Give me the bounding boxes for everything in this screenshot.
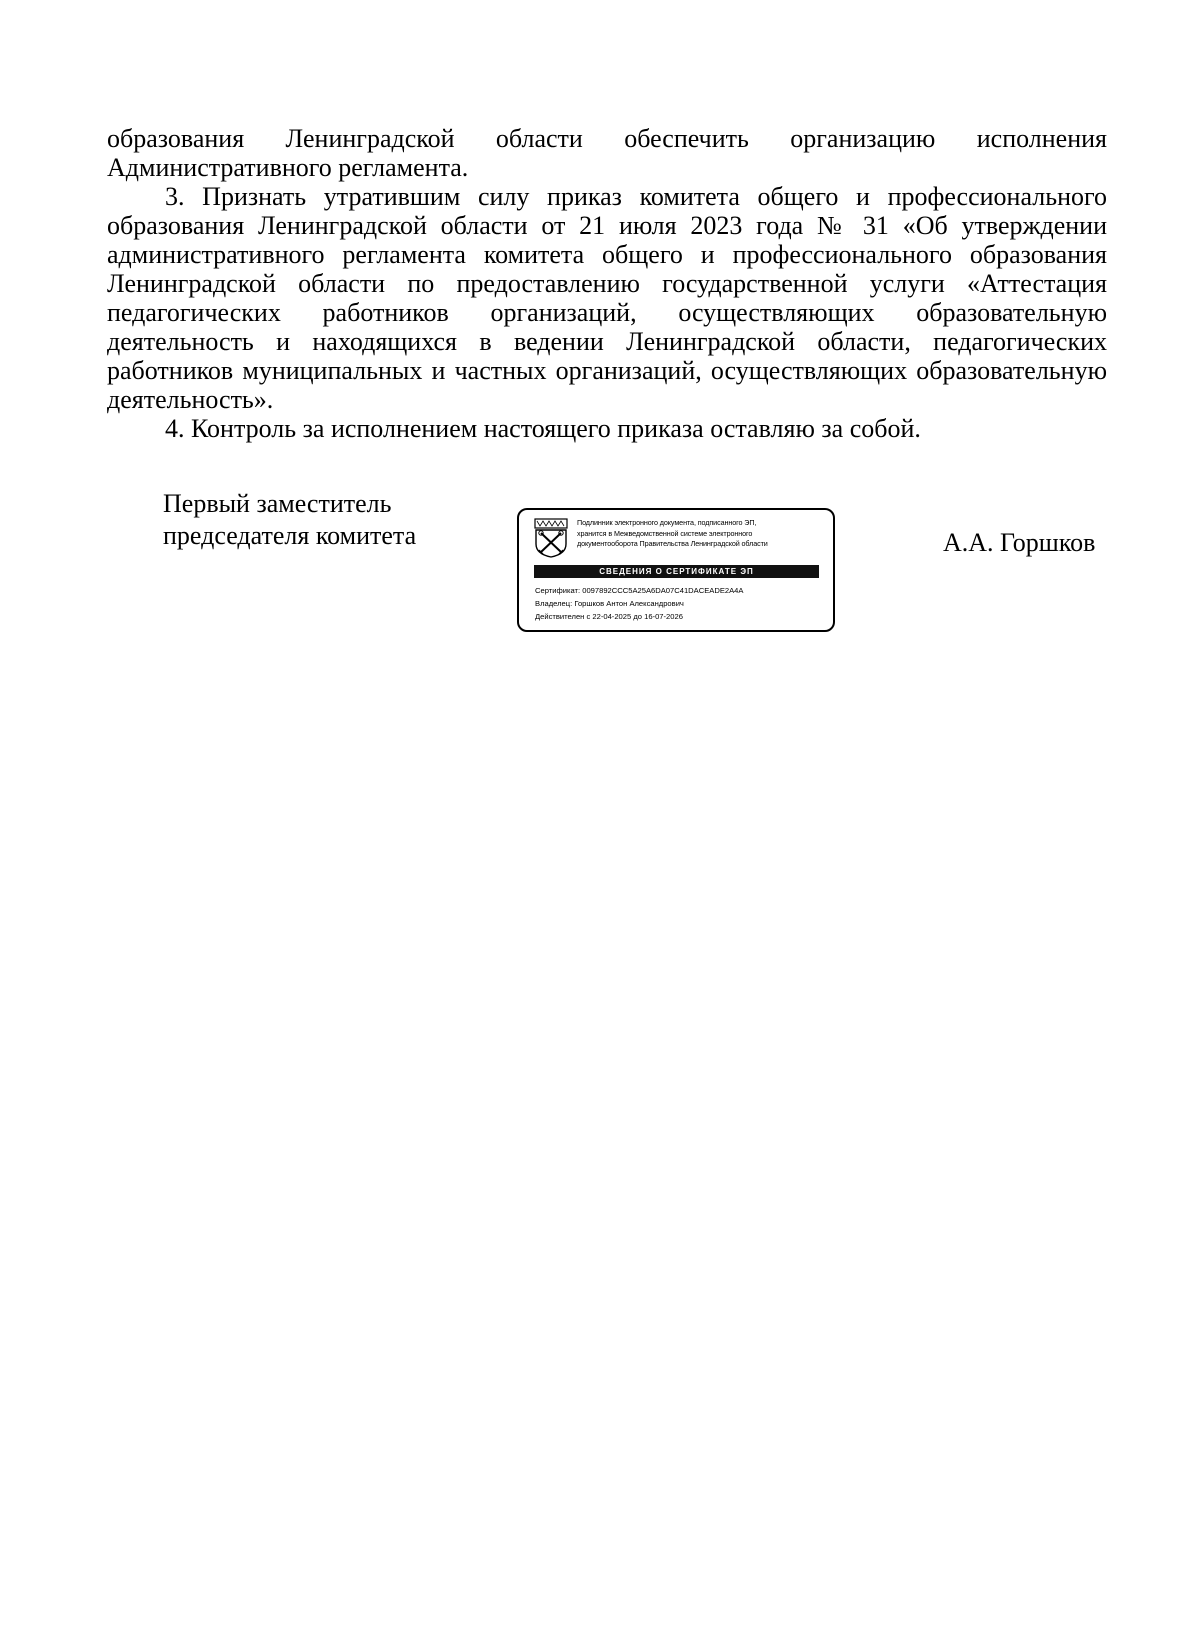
certificate-owner: Владелец: Горшков Антон Александрович — [535, 599, 684, 608]
text-line: образовательную деятельность». — [107, 356, 1107, 414]
document-body — [107, 124, 1107, 443]
signer-name: А.А. Горшков — [943, 528, 1096, 557]
electronic-signature-stamp — [517, 508, 835, 632]
paragraph-4 — [107, 414, 1107, 443]
stamp-certificate-title: СВЕДЕНИЯ О СЕРТИФИКАТЕ ЭП — [534, 565, 819, 578]
stamp-details — [535, 584, 743, 623]
certificate-number: Сертификат: 0097892CCC5A25A6DA07C41DACEADE2A4A — [535, 586, 744, 595]
stamp-header — [577, 518, 827, 550]
text-line: 4. Контроль за исполнением настоящего приказа оставляю за собой. — [165, 414, 921, 443]
text-line: Ленинградской области по предоставлению государственной услуги «Аттестация — [107, 269, 1107, 298]
text-line: Административного регламента. — [107, 153, 469, 182]
paragraph-3 — [107, 182, 1107, 414]
stamp-header-line: хранится в Межведомственной системе электронного — [577, 528, 753, 538]
coat-of-arms-icon — [534, 518, 568, 558]
stamp-header-line: Подлинник электронного документа, подписанного ЭП, — [577, 518, 757, 527]
certificate-validity: Действителен с 22-04-2025 до 16-07-2026 — [535, 612, 683, 621]
stamp-header-line: документооборота Правительства Ленинградской области — [577, 539, 768, 548]
paragraph-2-continuation — [107, 124, 1107, 182]
text-line: административного регламента комитета общего и профессионального образования — [107, 240, 1107, 269]
signer-position — [163, 488, 416, 552]
text-line: работников муниципальных и частных организаций, осуществляющих — [107, 356, 908, 385]
signer-position-line: председателя комитета — [163, 521, 417, 550]
text-line: педагогических работников организаций, осуществляющих образовательную — [107, 298, 1107, 327]
text-line: образования Ленинградской области от 21 июля 2023 года № 31 «Об утверждении — [107, 211, 1107, 240]
text-line: деятельность и находящихся в ведении Ленинградской области, педагогических — [107, 327, 1107, 356]
text-line: образования Ленинградской области обеспечить организацию исполнения — [107, 124, 1107, 153]
text-line: 3. Признать утратившим силу приказ комитета общего и профессионального — [165, 182, 1107, 211]
signer-position-line: Первый заместитель — [163, 489, 392, 518]
signature-block — [0, 488, 1200, 648]
